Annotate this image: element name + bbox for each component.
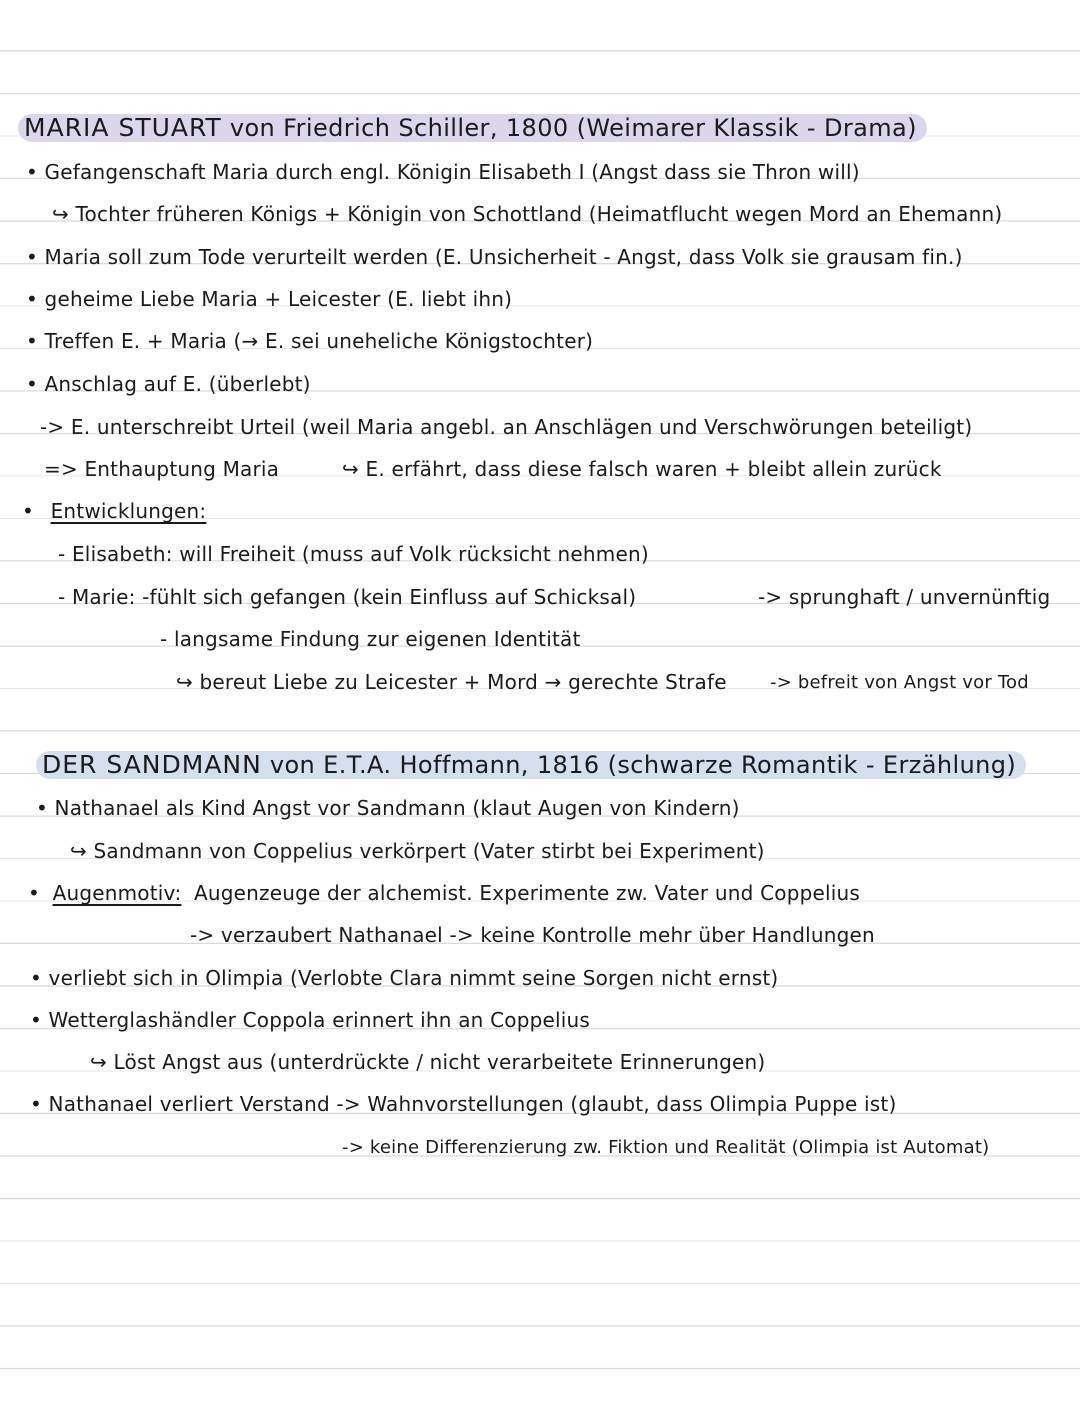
note-line: • Treffen E. + Maria (→ E. sei uneheliche Königstochter) — [26, 329, 594, 353]
note-line: ↪ Sandmann von Coppelius verkörpert (Vater stirbt bei Experiment) — [70, 839, 765, 863]
note-line: • verliebt sich in Olimpia (Verlobte Clara nimmt seine Sorgen nicht ernst) — [30, 966, 779, 990]
note-line: -> keine Differenzierung zw. Fiktion und Realität (Olimpia ist Automat) — [342, 1137, 990, 1158]
note-line: • Nathanael verliert Verstand -> Wahnvorstellungen (glaubt, dass Olimpia Puppe ist) — [30, 1092, 897, 1116]
note-line: ↪ bereut Liebe zu Leicester + Mord → gerechte Strafe — [176, 670, 727, 694]
note-line: ↪ Löst Angst aus (unterdrückte / nicht verarbeitete Erinnerungen) — [90, 1050, 766, 1074]
note-line: • Anschlag auf E. (überlebt) — [26, 372, 311, 396]
note-line: ↪ Tochter früheren Königs + Königin von Schottland (Heimatflucht wegen Mord an Ehemann) — [52, 202, 1003, 226]
note-line: - langsame Findung zur eigenen Identität — [160, 627, 581, 651]
augenmotiv-text: Augenzeuge der alchemist. Experimente zw. Vater und Coppelius — [193, 881, 860, 905]
bullet: • — [28, 881, 40, 905]
note-line: ↪ E. erfährt, dass diese falsch waren + bleibt allein zurück — [342, 457, 942, 481]
note-line: - Marie: -fühlt sich gefangen (kein Einfluss auf Schicksal) — [58, 585, 637, 609]
note-line: • Wetterglashändler Coppola erinnert ihn an Coppelius — [30, 1008, 591, 1032]
note-line: - Elisabeth: will Freiheit (muss auf Volk rücksicht nehmen) — [58, 542, 649, 566]
note-line: • Gefangenschaft Maria durch engl. Königin Elisabeth I (Angst dass sie Thron will) — [26, 160, 860, 184]
augenmotiv-line — [28, 880, 860, 906]
note-line: -> befreit von Angst vor Tod — [770, 672, 1029, 693]
sandmann-heading — [36, 751, 1026, 779]
note-line: • geheime Liebe Maria + Leicester (E. liebt ihn) — [26, 287, 513, 311]
sandmann-subtitle: von E.T.A. Hoffmann, 1816 (schwarze Romantik - Erzählung) — [269, 751, 1017, 779]
note-line: => Enthauptung Maria — [44, 457, 280, 481]
augenmotiv-label: Augenmotiv: — [52, 881, 182, 905]
maria-stuart-heading — [18, 114, 927, 142]
note-line: • Nathanael als Kind Angst vor Sandmann (klaut Augen von Kindern) — [36, 796, 740, 820]
note-line: • Maria soll zum Tode verurteilt werden (E. Unsicherheit - Angst, dass Volk sie grausam fin.) — [26, 245, 963, 269]
maria-stuart-title: MARIA STUART — [24, 113, 222, 142]
note-line: -> verzaubert Nathanael -> keine Kontrolle mehr über Handlungen — [190, 923, 875, 947]
maria-stuart-subtitle: von Friedrich Schiller, 1800 (Weimarer Klassik - Drama) — [229, 114, 917, 142]
note-line: -> sprunghaft / unvernünftig — [758, 585, 1051, 609]
note-line: -> E. unterschreibt Urteil (weil Maria angebl. an Anschlägen und Verschwörungen beteiligt) — [40, 415, 973, 439]
bullet: • — [22, 499, 34, 523]
sandmann-title: DER SANDMANN — [42, 750, 262, 779]
entwicklungen-heading — [22, 498, 206, 524]
entwicklungen-label: Entwicklungen: — [50, 499, 207, 523]
